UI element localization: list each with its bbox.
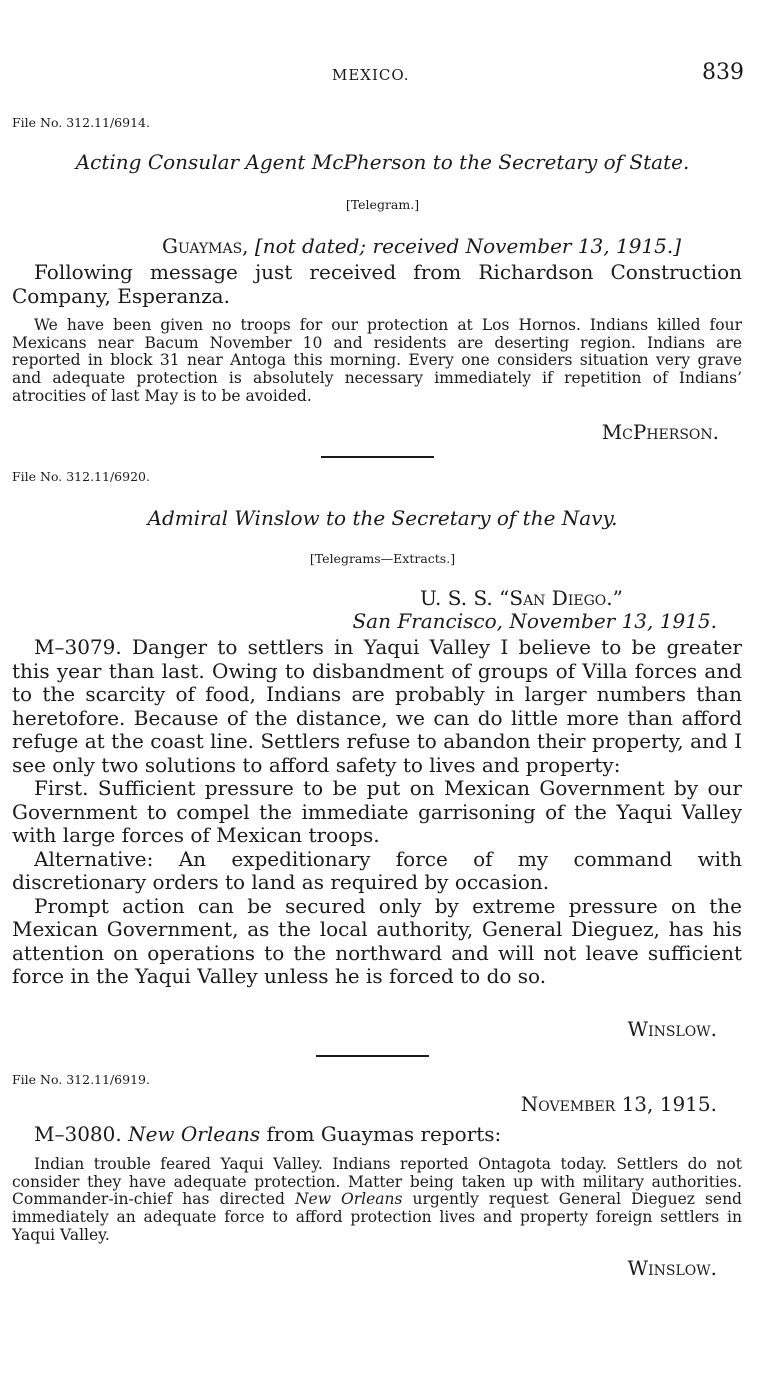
- message-intro: [34, 1123, 501, 1147]
- quoted-telegram: [12, 1156, 742, 1245]
- document-title: Acting Consular Agent McPherson to the Secretary of State.: [75, 150, 690, 174]
- ship-name: U. S. S. “San Diego.”: [420, 586, 623, 610]
- ship-name: New Orleans: [128, 1122, 261, 1146]
- document-kind: [Telegrams—Extracts.]: [309, 551, 456, 566]
- message-date: November 13, 1915.: [520, 1092, 717, 1116]
- quoted-telegram: [12, 317, 742, 406]
- message-number: M–3080.: [34, 1122, 122, 1146]
- section-divider: [321, 456, 434, 458]
- place-date-text: San Francisco, November 13, 1915.: [352, 609, 717, 633]
- signature: McPherson.: [601, 420, 719, 444]
- paragraph: Prompt action can be secured only by extreme pressure on the Mexican Government, as the local authority, General Dieguez, has his attention on operations to the northward and will not leave sufficient force in the Yaqui Valley unless he is forced to do so.: [12, 893, 742, 988]
- place-date: [352, 610, 717, 634]
- intro-rest: from Guaymas reports:: [266, 1122, 502, 1146]
- dateline-note: [not dated; received November 13, 1915.]: [254, 234, 682, 258]
- file-number: File No. 312.11/6920.: [12, 469, 150, 484]
- intro-paragraph: [12, 261, 742, 308]
- signature: Winslow.: [627, 1017, 717, 1041]
- quote-part: urgently request General Dieguez send immediately an adequate force to afford protection lives and property foreign settlers in Yaqui Valley.: [12, 1190, 742, 1244]
- section-divider: [316, 1055, 429, 1057]
- body-text: [12, 636, 742, 989]
- running-head: MEXICO.: [332, 66, 410, 84]
- page-number: 839: [702, 60, 744, 85]
- document-title: Admiral Winslow to the Secretary of the Navy.: [147, 506, 618, 530]
- intro-text: Following message just received from Richardson Construction Company, Esperanza.: [12, 260, 742, 308]
- paragraph: First. Sufficient pressure to be put on Mexican Government by our Government to compel the immediate garrisoning of the Yaqui Valley with large forces of Mexican troops.: [12, 776, 742, 847]
- file-number: File No. 312.11/6914.: [12, 115, 150, 130]
- paragraph: M–3079. Danger to settlers in Yaqui Valley I believe to be greater this year than last. Owing to disbandment of groups of Villa forces and to the scarcity of food, Indians are probably in larger numbers than heretofore. Because of the distance, we can do little more than afford refuge at the coast line. Settlers refuse to abandon their property, and I see only two solutions to afford safety to lives and property:: [12, 635, 742, 777]
- quoted-text: We have been given no troops for our protection at Los Hornos. Indians killed four Mexicans near Bacum November 10 and residents are deserting region. Indians are reported in block 31 near Antoga this morning. Every one considers situation very grave and adequate protection is absolutely necessary immediately if repetition of Indians’ atrocities of last May is to be avoided.: [12, 316, 742, 405]
- dateline-place: Guaymas,: [162, 234, 249, 258]
- signature: Winslow.: [627, 1256, 717, 1280]
- document-kind: [Telegram.]: [345, 197, 420, 212]
- quote-part: Indian trouble feared Yaqui Valley. Indians reported Ontagota today. Settlers do not consider they have adequate protection. Matter being taken up with military authorities. Commander-in-chief has directed: [12, 1155, 742, 1209]
- paragraph: Alternative: An expeditionary force of my command with discretionary orders to land as required by occasion.: [12, 846, 742, 894]
- file-number: File No. 312.11/6919.: [12, 1072, 150, 1087]
- quoted-text: [12, 1156, 742, 1245]
- ship-name: New Orleans: [294, 1190, 403, 1209]
- dateline: [162, 235, 681, 259]
